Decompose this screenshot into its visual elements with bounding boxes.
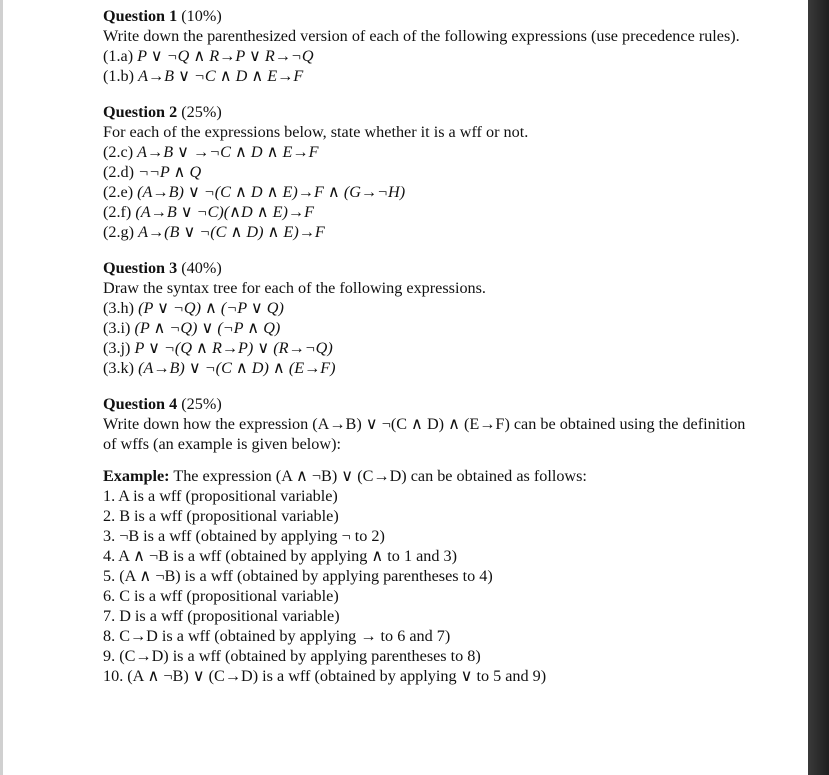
item-label: (2.d) xyxy=(103,163,135,181)
expression-item xyxy=(103,46,808,66)
expression-item xyxy=(103,298,808,318)
question-title: Question 2 xyxy=(103,103,178,121)
example-step: 1. A is a wff (propositional variable) xyxy=(103,487,338,505)
item-expression: ¬¬P ∧ Q xyxy=(138,163,202,181)
item-expression: (A→B ∨ ¬C)(∧D ∧ E)→F xyxy=(135,203,314,221)
item-label: (2.c) xyxy=(103,143,134,161)
example-step: 8. C→D is a wff (obtained by applying → to 6 and 7) xyxy=(103,627,451,645)
expression-item xyxy=(103,358,808,378)
question-1-heading xyxy=(103,6,808,26)
question-title: Question 4 xyxy=(103,395,178,413)
item-label: (1.a) xyxy=(103,47,134,65)
item-label: (3.h) xyxy=(103,299,135,317)
expression-item xyxy=(103,66,808,86)
item-expression: A→B ∨ ¬C ∧ D ∧ E→F xyxy=(138,67,304,85)
dark-margin xyxy=(808,0,829,775)
item-expression: A→B ∨ →¬C ∧ D ∧ E→F xyxy=(137,143,319,161)
page-left-edge xyxy=(0,0,3,775)
item-label: (3.i) xyxy=(103,319,131,337)
item-expression: (P ∧ ¬Q) ∨ (¬P ∧ Q) xyxy=(134,319,281,337)
question-instruction: of wffs (an example is given below): xyxy=(103,435,341,453)
item-expression: (A→B) ∨ ¬(C ∧ D ∧ E)→F ∧ (G→¬H) xyxy=(137,183,406,201)
item-expression: (A→B) ∨ ¬(C ∧ D) ∧ (E→F) xyxy=(138,359,336,377)
expression-item xyxy=(103,162,808,182)
example-heading xyxy=(103,466,808,486)
item-label: (3.j) xyxy=(103,339,131,357)
example-step: 6. C is a wff (propositional variable) xyxy=(103,587,339,605)
question-4-heading xyxy=(103,394,808,414)
question-instruction: For each of the expressions below, state whether it is a wff or not. xyxy=(103,123,529,141)
question-instruction: Draw the syntax tree for each of the following expressions. xyxy=(103,279,486,297)
question-weight: (25%) xyxy=(181,395,222,413)
question-1-section xyxy=(103,6,808,86)
assignment-content xyxy=(103,6,808,702)
example-section xyxy=(103,466,808,686)
expression-item xyxy=(103,182,808,202)
item-label: (1.b) xyxy=(103,67,135,85)
example-step: 4. A ∧ ¬B is a wff (obtained by applying ∧ to 1 and 3) xyxy=(103,547,457,565)
question-title: Question 3 xyxy=(103,259,178,277)
example-label: Example: xyxy=(103,467,170,485)
expression-item xyxy=(103,222,808,242)
expression-item xyxy=(103,202,808,222)
question-2-section xyxy=(103,102,808,242)
question-4-section xyxy=(103,394,808,454)
question-weight: (10%) xyxy=(181,7,222,25)
item-expression: P ∨ ¬(Q ∧ R→P) ∨ (R→¬Q) xyxy=(134,339,333,357)
item-label: (2.e) xyxy=(103,183,134,201)
question-instruction: Write down how the expression (A→B) ∨ ¬(C ∧ D) ∧ (E→F) can be obtained using the definition xyxy=(103,415,746,433)
example-step: 2. B is a wff (propositional variable) xyxy=(103,507,339,525)
question-2-heading xyxy=(103,102,808,122)
question-3-section xyxy=(103,258,808,378)
question-weight: (40%) xyxy=(181,259,222,277)
expression-item xyxy=(103,142,808,162)
item-label: (3.k) xyxy=(103,359,135,377)
example-step: 9. (C→D) is a wff (obtained by applying parentheses to 8) xyxy=(103,647,481,665)
example-step: 5. (A ∧ ¬B) is a wff (obtained by applying parentheses to 4) xyxy=(103,567,493,585)
item-label: (2.g) xyxy=(103,223,135,241)
question-weight: (25%) xyxy=(181,103,222,121)
item-label: (2.f) xyxy=(103,203,132,221)
example-step: 10. (A ∧ ¬B) ∨ (C→D) is a wff (obtained by applying ∨ to 5 and 9) xyxy=(103,667,547,685)
question-instruction: Write down the parenthesized version of each of the following expressions (use precedence rules). xyxy=(103,27,740,45)
example-step: 7. D is a wff (propositional variable) xyxy=(103,607,340,625)
question-title: Question 1 xyxy=(103,7,178,25)
example-intro: The expression (A ∧ ¬B) ∨ (C→D) can be obtained as follows: xyxy=(173,467,587,485)
item-expression: A→(B ∨ ¬(C ∧ D) ∧ E)→F xyxy=(138,223,325,241)
item-expression: P ∨ ¬Q ∧ R→P ∨ R→¬Q xyxy=(137,47,314,65)
expression-item xyxy=(103,338,808,358)
question-3-heading xyxy=(103,258,808,278)
example-step: 3. ¬B is a wff (obtained by applying ¬ to 2) xyxy=(103,527,385,545)
item-expression: (P ∨ ¬Q) ∧ (¬P ∨ Q) xyxy=(138,299,284,317)
expression-item xyxy=(103,318,808,338)
